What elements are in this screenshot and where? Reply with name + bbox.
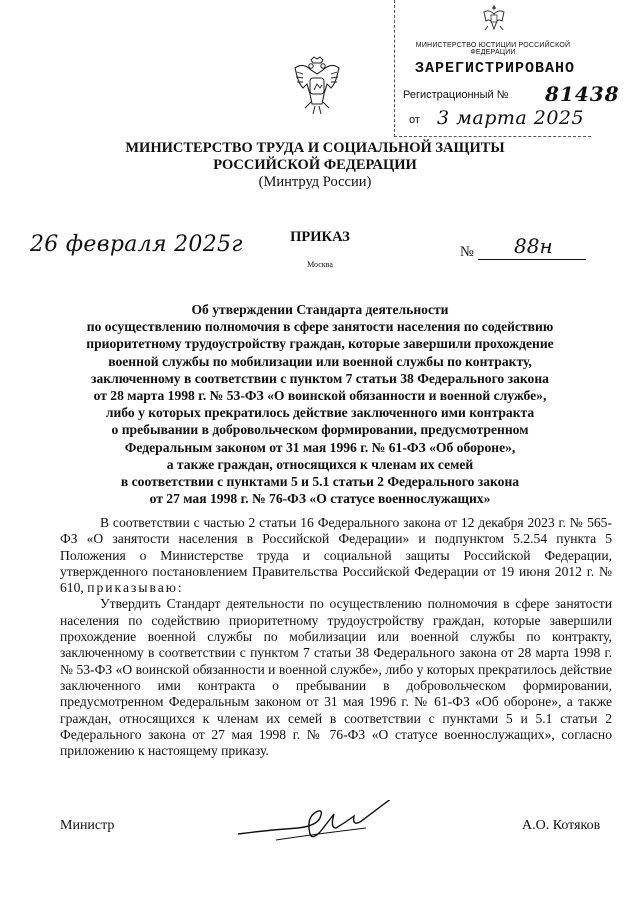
title-line: от 27 мая 1998 г. № 76-ФЗ «О статусе военнослужащих» xyxy=(149,491,491,507)
stamp-emblem-icon xyxy=(481,2,507,36)
ministry-name xyxy=(60,140,570,174)
ministry-short-name: (Минтруд России) xyxy=(258,174,372,190)
operative-paragraph: Утвердить Стандарт деятельности по осуществлению полномочия в сфере занятости населения по содействию приоритетному трудоустройству граждан, которые завершили прохождение военной службы по мобилизации или военной службы по контракту, заключенному в соответствии с пунктом 7 статьи 38 Федерального закона от 28 марта 1998 г. № 53-ФЗ «О воинской обязанности и военной службе», либо у которых прекратилось действие заключенного ими контракта о пребывании в добровольческом формировании, предусмотренном Федеральным законом от 31 мая 1996 г. № 61-ФЗ «Об обороне», а также граждан, относящихся к членам их семей в соответствии с пунктами 5 и 5.1 статьи 2 Федерального закона от 27 мая 1998 г. № 76-ФЗ «О статусе военнослужащих», согласно приложению к настоящему приказу. xyxy=(60,596,612,759)
signatory-title: Министр xyxy=(60,818,115,833)
title-line: Об утверждении Стандарта деятельности xyxy=(191,302,449,317)
preamble-text: В соответствии с частью 2 статьи 16 Федерального закона от 12 декабря 2023 г. № 565-ФЗ «О занятости населения в Российской Федерации» и подпунктом 5.2.54 пункта 5 Положения о Министерстве труда и социальной защиты Российской Федерации, утвержденного постановлением Правительства Российской Федерации от 19 июня 2012 г. № 610, xyxy=(60,515,612,596)
title-line: либо у которых прекратилось действие заключенного ими контракта xyxy=(105,405,535,421)
title-line: в соответствии с пунктами 5 и 5.1 статьи 2 Федерального закона xyxy=(120,474,520,490)
stamp-ministry: МИНИСТЕРСТВО ЮСТИЦИИ РОССИЙСКОЙ ФЕДЕРАЦИИ xyxy=(415,42,571,56)
order-verb: приказываю: xyxy=(87,580,184,596)
signatory-name: А.О. Котяков xyxy=(522,818,601,833)
ministry-line-2: РОССИЙСКОЙ ФЕДЕРАЦИИ xyxy=(213,157,417,173)
order-body xyxy=(60,515,612,759)
document-title xyxy=(40,301,600,507)
title-line: от 28 марта 1998 г. № 53-ФЗ «О воинской обязанности и военной службе», xyxy=(93,388,547,404)
title-line: Федеральным законом от 31 мая 1996 г. № 61-ФЗ «Об обороне», xyxy=(124,439,516,455)
order-number: 88н xyxy=(514,234,553,258)
order-number-label: № xyxy=(460,244,474,260)
order-number-underline xyxy=(478,259,586,260)
registration-stamp xyxy=(394,0,620,137)
order-date: 26 февраля 2025г xyxy=(30,232,243,257)
stamp-status: ЗАРЕГИСТРИРОВАНО xyxy=(414,60,576,77)
handwritten-signature-icon xyxy=(236,800,426,846)
stamp-reg-label: Регистрационный № xyxy=(403,89,509,101)
preamble-paragraph xyxy=(60,515,612,596)
title-line: военной службы по мобилизации или военной службы по контракту, xyxy=(108,353,532,369)
stamp-reg-number: 81438 xyxy=(545,82,620,106)
ministry-line-1: МИНИСТЕРСТВО ТРУДА И СОЦИАЛЬНОЙ ЗАЩИТЫ xyxy=(125,140,505,156)
stamp-date-label: от xyxy=(409,114,420,126)
title-line: а также граждан, относящихся к членам их семей xyxy=(166,456,474,472)
title-line: по осуществлению полномочия в сфере занятости населения по содействию xyxy=(86,319,554,335)
order-city: Москва xyxy=(307,260,333,269)
title-line: приоритетному трудоустройству граждан, которые завершили прохождение xyxy=(86,336,554,352)
order-title: ПРИКАЗ xyxy=(290,229,350,245)
title-line: заключенному в соответствии с пунктом 7 статьи 38 Федерального закона xyxy=(91,370,549,386)
stamp-date: 3 марта 2025 xyxy=(437,107,585,129)
title-line: о пребывании в добровольческом формировании, предусмотренном xyxy=(111,422,529,438)
coat-of-arms-icon xyxy=(291,54,343,116)
